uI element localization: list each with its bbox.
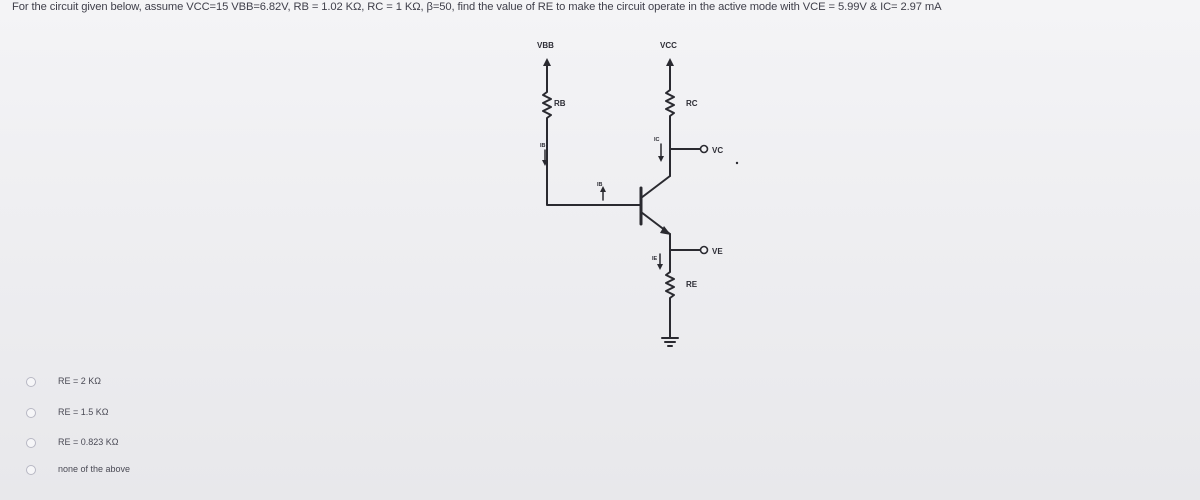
vc-node (701, 146, 708, 153)
vbb-label: VBB (537, 41, 554, 50)
option-1-radio[interactable] (26, 377, 36, 387)
option-1-label: RE = 2 KΩ (58, 376, 101, 386)
option-1[interactable] (38, 373, 101, 389)
vcc-label: VCC (660, 41, 677, 50)
rc-label: RC (686, 99, 698, 108)
option-3[interactable] (38, 434, 119, 450)
ic-label: IC (654, 137, 660, 143)
question-text: For the circuit given below, assume VCC=15 VBB=6.82V, RB = 1.02 KΩ, RC = 1 KΩ, β=50, find the value of RE to make the circuit operate in the active mode with VCE = 5.99V & IC= 2.97 mA (12, 1, 942, 13)
ve-label: VE (712, 247, 723, 256)
ve-node (701, 247, 708, 254)
rc-resistor (666, 86, 674, 120)
re-label: RE (686, 280, 698, 289)
option-4-radio[interactable] (26, 465, 36, 475)
ie-label: IE (652, 256, 658, 262)
ib-label-left: IB (540, 143, 546, 149)
ib-label-mid: IB (597, 182, 603, 188)
option-2[interactable] (38, 404, 109, 420)
option-3-radio[interactable] (26, 438, 36, 448)
stray-dot (736, 162, 738, 164)
re-resistor (666, 268, 674, 302)
option-4[interactable] (38, 461, 130, 477)
rb-resistor (543, 88, 551, 122)
base-wire (547, 122, 641, 205)
rb-label: RB (554, 99, 566, 108)
option-2-label: RE = 1.5 KΩ (58, 407, 109, 417)
option-4-label: none of the above (58, 464, 131, 474)
option-2-radio[interactable] (26, 408, 36, 418)
option-3-label: RE = 0.823 KΩ (58, 437, 119, 447)
transistor-collector (641, 176, 670, 198)
vc-label: VC (712, 146, 724, 155)
